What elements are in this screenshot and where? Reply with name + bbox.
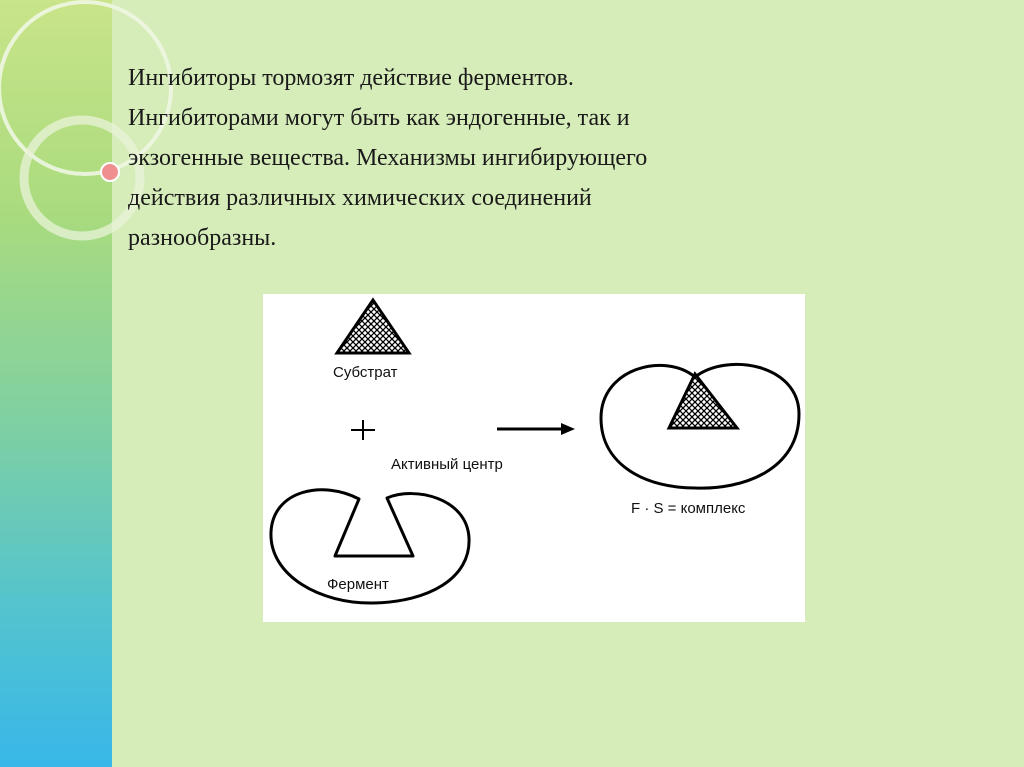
paragraph-line: экзогенные вещества. Механизмы ингибирующего	[128, 145, 648, 171]
paragraph-line: Ингибиторами могут быть как эндогенные, так и	[128, 105, 630, 131]
active-center-label: Активный центр	[391, 456, 503, 473]
plus-label	[356, 406, 374, 440]
paragraph-line: действия различных химических соединений	[128, 185, 592, 211]
bead-icon	[101, 163, 119, 181]
figure-drawing	[263, 294, 805, 622]
substrate-triangle-icon	[337, 300, 409, 353]
main-paragraph	[128, 58, 928, 258]
decor-circle-icon	[24, 120, 140, 236]
enzyme-substrate-figure	[263, 294, 805, 622]
enzyme-label: Фермент	[327, 576, 389, 593]
paragraph-line: Ингибиторы тормозят действие ферментов.	[128, 65, 574, 91]
arrow-icon	[497, 423, 575, 435]
substrate-triangle-icon	[669, 374, 737, 428]
substrate-label: Субстрат	[333, 364, 398, 381]
complex-label: F · S = комплекс	[631, 500, 746, 517]
paragraph-line: разнообразны.	[128, 225, 277, 251]
